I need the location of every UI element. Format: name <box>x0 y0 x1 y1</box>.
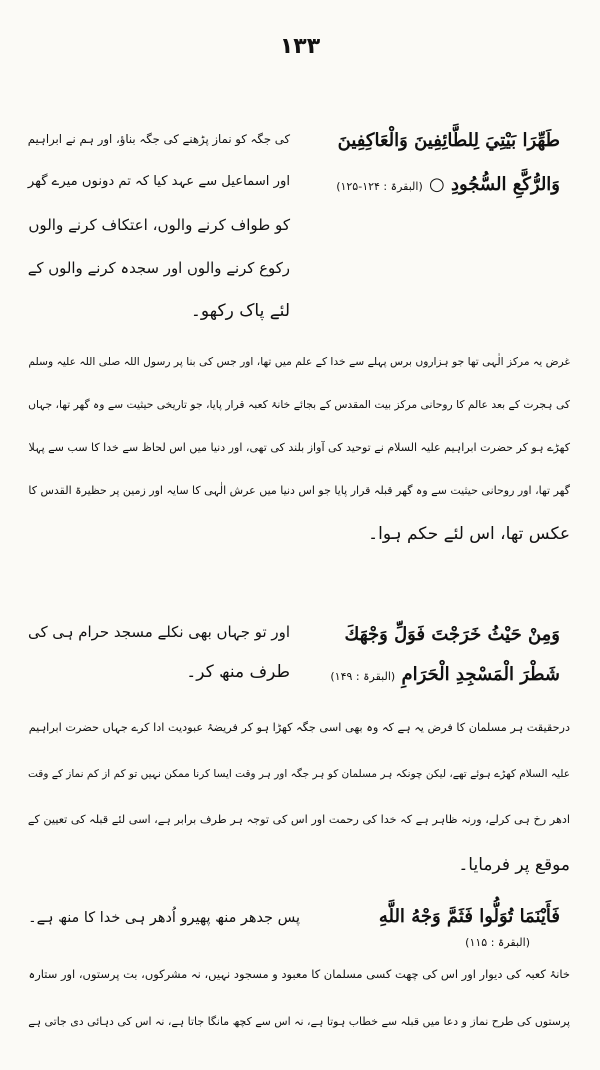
paragraph-line: خانۂ کعبہ کی دیوار اور اس کی چھت کسی مسلمان کا معبود و مسجود نہیں، نہ مشرکوں، بت پرستوں، اور ستارہ <box>28 967 570 981</box>
translation-line: اور تو جہاں بھی نکلے مسجد حرام ہی کی <box>28 623 290 641</box>
paragraph-line: درحقیقت ہر مسلمان کا فرض یہ ہے کہ وہ بھی اسی جگہ کھڑا ہو کر فریضۂ عبودیت ادا کرے جہاں حضرت ابراہیم <box>28 721 570 734</box>
arabic-verse-text: شَطْرَ الْمَسْجِدِ الْحَرَامِ <box>401 664 560 685</box>
translation-line: رکوع کرنے والوں اور سجدہ کرنے والوں کے <box>27 259 290 277</box>
arabic-verse-text: وَالرُّكَّعِ السُّجُودِ ○ <box>429 174 560 195</box>
verse-reference: (البقرۃ : ۱۱۵) <box>465 936 530 949</box>
translation-line: اور اسماعیل سے عہد کیا کہ تم دونوں میرے گھر <box>27 174 290 189</box>
arabic-verse-line: طَهِّرَا بَيْتِيَ لِلطَّائِفِينَ وَالْعَاكِفِينَ <box>337 130 560 151</box>
translation-line: طرف منھ کر۔ <box>186 662 290 682</box>
translation-line: پس جدھر منھ پھیرو اُدھر ہی خدا کا منھ ہے۔ <box>28 910 300 926</box>
paragraph-line: کھڑے ہو کر حضرت ابراہیم علیہ السلام نے توحید کی آواز بلند کی تھی، اور دنیا میں اس لحاظ سے خدا کا سب سے پہلا <box>28 441 570 454</box>
paragraph-line: ادھر رخ ہی کرلے، ورنہ ظاہر ہے کہ خدا کی رحمت اور اس کی توجہ ہر طرف برابر ہے، اسی لئے قبلہ کی تعیین کے <box>27 813 570 826</box>
arabic-verse-line <box>336 172 560 200</box>
translation-line: کو طواف کرنے والوں، اعتکاف کرنے والوں <box>28 216 290 234</box>
paragraph-line: موقع پر فرمایا۔ <box>458 855 570 875</box>
paragraph-line: عکس تھا، اس لئے حکم ہوا۔ <box>368 524 570 544</box>
page-number: ۱۳۳ <box>279 34 321 59</box>
paragraph-line: غرض یہ مرکز الٰہی تھا جو ہزاروں برس پہلے سے خدا کے علم میں تھا، اور جس کی بنا پر رسول اللہ صلی اللہ علیہ وسلم <box>28 355 570 368</box>
arabic-verse-line <box>330 662 560 690</box>
translation-line: کی جگہ کو نماز پڑھنے کی جگہ بناؤ، اور ہم نے ابراہیم <box>27 132 290 146</box>
translation-line: لئے پاک رکھو۔ <box>190 301 290 321</box>
arabic-verse-line: وَمِنْ حَيْثُ خَرَجْتَ فَوَلِّ وَجْهَكَ <box>344 624 560 645</box>
arabic-verse-line: فَأَيْنَمَا تُوَلُّوا فَثَمَّ وَجْهُ اللَّهِ <box>378 906 560 927</box>
paragraph-line: علیہ السلام کھڑے ہوئے تھے، لیکن چونکہ ہر مسلمان کو ہر جگہ اور ہر وقت ایسا کرنا ممکن نہیں تو کم از کم نماز کے وقت <box>27 768 570 780</box>
paragraph-line: پرستوں کی طرح نماز و دعا میں قبلہ سے خطاب ہوتا ہے، نہ اس سے کچھ مانگا جاتا ہے، نہ اس کی دہائی دی جاتی ہے <box>28 1015 570 1028</box>
paragraph-line: کی ہجرت کے بعد عالم کا روحانی مرکز بیت المقدس کے بجائے خانۂ کعبہ قرار پایا، جو تاریخی حیثیت سے وہ گھر تھا، جہاں <box>28 398 570 411</box>
paragraph-line: گھر تھا، اور روحانی حیثیت سے وہ گھر قبلہ قرار پایا جو اس دنیا میں عرش الٰہی کا سایہ اور زمین پر حظیرۃ القدس کا <box>28 484 570 497</box>
verse-reference: (البقرۃ : ۱۴۹) <box>330 670 396 683</box>
verse-reference: (البقرۃ : ۱۲۴-۱۲۵) <box>336 180 423 193</box>
